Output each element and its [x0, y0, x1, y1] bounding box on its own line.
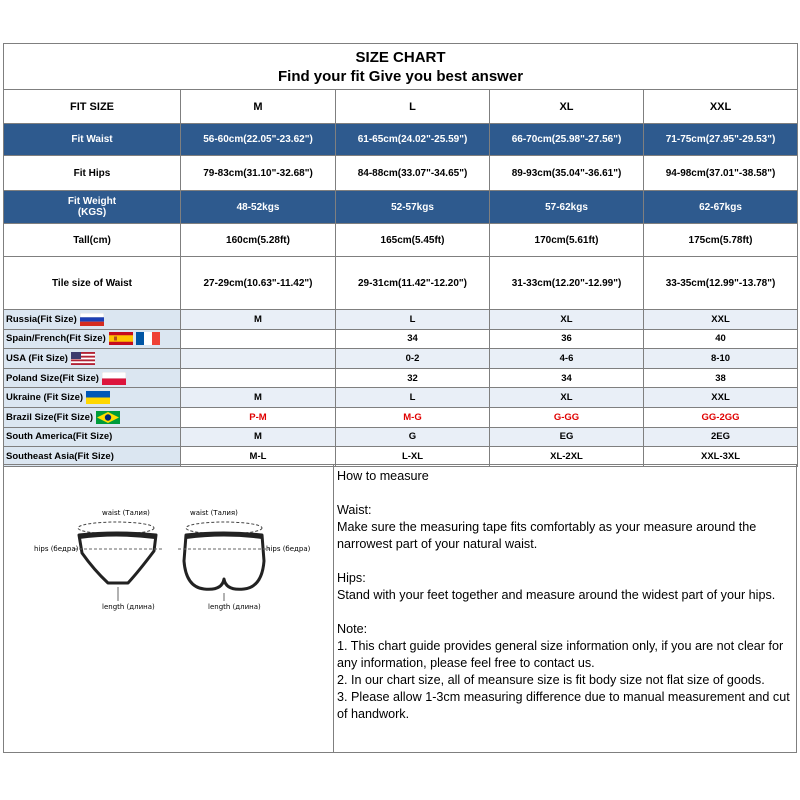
row-label-line: Fit Weight [67, 196, 117, 207]
cell: 48-52kgs [181, 191, 336, 224]
header-cell: FIT SIZE [4, 90, 181, 124]
header-row [4, 90, 798, 124]
cell [181, 368, 336, 388]
header-cell: XL [490, 90, 644, 124]
country-label: Ukraine (Fit Size) [6, 392, 84, 404]
waist-title: Waist: [337, 503, 372, 517]
cell: 160cm(5.28ft) [181, 224, 336, 257]
cell: XL [490, 388, 644, 408]
cell [181, 349, 336, 369]
cell: 79-83cm(31.10"-32.68") [181, 156, 336, 191]
hips-text: Stand with your feet together and measure around the widest part of your hips. [337, 588, 776, 602]
cell: 2EG [644, 427, 798, 447]
country-row [4, 407, 798, 427]
cell: EG [490, 427, 644, 447]
country-row [4, 388, 798, 408]
france-flag-icon [136, 332, 160, 345]
cell: XL-2XL [490, 447, 644, 467]
cell: 34 [490, 368, 644, 388]
cell: 66-70cm(25.98"-27.56") [490, 124, 644, 156]
cell: M-G [336, 407, 490, 427]
cell: 38 [644, 368, 798, 388]
cell: 32 [336, 368, 490, 388]
length-label: length (длина) [102, 603, 155, 611]
note-item: 3. Please allow 1-3cm measuring difference due to manual measurement and cut of handwork. [337, 690, 794, 721]
spain-flag-icon [109, 332, 133, 345]
cell: 61-65cm(24.02"-25.59") [336, 124, 490, 156]
cell: G-GG [490, 407, 644, 427]
note-item: 2. In our chart size, all of meansure size is fit body size not flat size of goods. [337, 673, 765, 687]
cell: P-M [181, 407, 336, 427]
measure-section [3, 464, 797, 753]
header-cell: M [181, 90, 336, 124]
country-label: Poland Size(Fit Size) [6, 372, 99, 384]
cell: 31-33cm(12.20"-12.99") [490, 257, 644, 310]
cell: XXL [644, 388, 798, 408]
cell: XXL-3XL [644, 447, 798, 467]
fit-hips-row [4, 156, 798, 191]
cell: 175cm(5.78ft) [644, 224, 798, 257]
row-label: Fit Hips [4, 156, 181, 191]
cell: 27-29cm(10.63"-11.42") [181, 257, 336, 310]
hips-label: hips (бедра) [34, 545, 79, 553]
cell: 36 [490, 329, 644, 349]
size-table [3, 43, 798, 467]
cell: 170cm(5.61ft) [490, 224, 644, 257]
tall-row [4, 224, 798, 257]
country-row [4, 427, 798, 447]
cell: L-XL [336, 447, 490, 467]
measure-diagram [3, 464, 334, 753]
row-label: Tile size of Waist [4, 257, 181, 310]
cell: 52-57kgs [336, 191, 490, 224]
cell: XXL [644, 310, 798, 330]
cell: 62-67kgs [644, 191, 798, 224]
note-item: 1. This chart guide provides general size information only, if you are not clear for any information, please feel free to contact us. [337, 639, 787, 670]
row-label: Fit Waist [4, 124, 181, 156]
country-label-cell [4, 427, 181, 447]
cell: 71-75cm(27.95"-29.53") [644, 124, 798, 156]
chart-title-cell [4, 44, 798, 90]
fit-waist-row [4, 124, 798, 156]
cell: M [181, 310, 336, 330]
country-label-cell [4, 310, 181, 330]
header-cell: L [336, 90, 490, 124]
cell: M [181, 388, 336, 408]
brazil-flag-icon [96, 411, 120, 424]
country-label-cell [4, 388, 181, 408]
country-label-cell [4, 329, 181, 349]
hips-title: Hips: [337, 571, 366, 585]
cell: GG-2GG [644, 407, 798, 427]
ukraine-flag-icon [86, 391, 110, 404]
country-label: South America(Fit Size) [6, 431, 113, 443]
poland-flag-icon [102, 372, 126, 385]
country-row [4, 310, 798, 330]
country-label: Spain/French(Fit Size) [6, 333, 106, 345]
country-label: Russia(Fit Size) [6, 313, 77, 325]
cell: 0-2 [336, 349, 490, 369]
country-row [4, 349, 798, 369]
cell: 57-62kgs [490, 191, 644, 224]
row-label: Tall(cm) [4, 224, 181, 257]
row-label-line: (KGS) [77, 207, 107, 218]
country-label-cell [4, 407, 181, 427]
cell: 33-35cm(12.99"-13.78") [644, 257, 798, 310]
cell: 89-93cm(35.04"-36.61") [490, 156, 644, 191]
hips-label: hips (бедра) [266, 545, 311, 553]
cell: L [336, 310, 490, 330]
country-row [4, 368, 798, 388]
country-label: Southeast Asia(Fit Size) [6, 450, 114, 462]
chart-title: SIZE CHART [355, 48, 446, 66]
country-label-cell [4, 368, 181, 388]
size-chart [3, 43, 797, 467]
note-title: Note: [337, 622, 368, 636]
tile-waist-row [4, 257, 798, 310]
waist-label: waist (Талия) [190, 509, 238, 517]
country-label: USA (Fit Size) [6, 353, 68, 364]
cell: G [336, 427, 490, 447]
cell: 29-31cm(11.42"-12.20") [336, 257, 490, 310]
waist-text: Make sure the measuring tape fits comfortably as your measure around the narrowest part of your natural waist. [337, 520, 760, 551]
cell [181, 329, 336, 349]
cell: 40 [644, 329, 798, 349]
chart-subtitle: Find your fit Give you best answer [277, 67, 524, 85]
measure-instructions [334, 464, 797, 753]
cell: M [181, 427, 336, 447]
cell: XL [490, 310, 644, 330]
usa-flag-icon [71, 352, 95, 365]
cell: M-L [181, 447, 336, 467]
cell: 84-88cm(33.07"-34.65") [336, 156, 490, 191]
cell: 8-10 [644, 349, 798, 369]
measure-heading: How to measure [337, 469, 429, 483]
cell: 34 [336, 329, 490, 349]
length-label: length (длина) [208, 603, 261, 611]
country-label-cell [4, 349, 181, 369]
cell: 165cm(5.45ft) [336, 224, 490, 257]
russia-flag-icon [80, 313, 104, 326]
country-row [4, 329, 798, 349]
header-cell: XXL [644, 90, 798, 124]
cell: 56-60cm(22.05"-23.62") [181, 124, 336, 156]
cell: 94-98cm(37.01"-38.58") [644, 156, 798, 191]
row-label [4, 191, 181, 224]
waist-label: waist (Талия) [102, 509, 150, 517]
cell: L [336, 388, 490, 408]
fit-weight-row [4, 191, 798, 224]
country-label: Brazil Size(Fit Size) [6, 411, 94, 423]
cell: 4-6 [490, 349, 644, 369]
underwear-diagram-icon [4, 465, 335, 754]
